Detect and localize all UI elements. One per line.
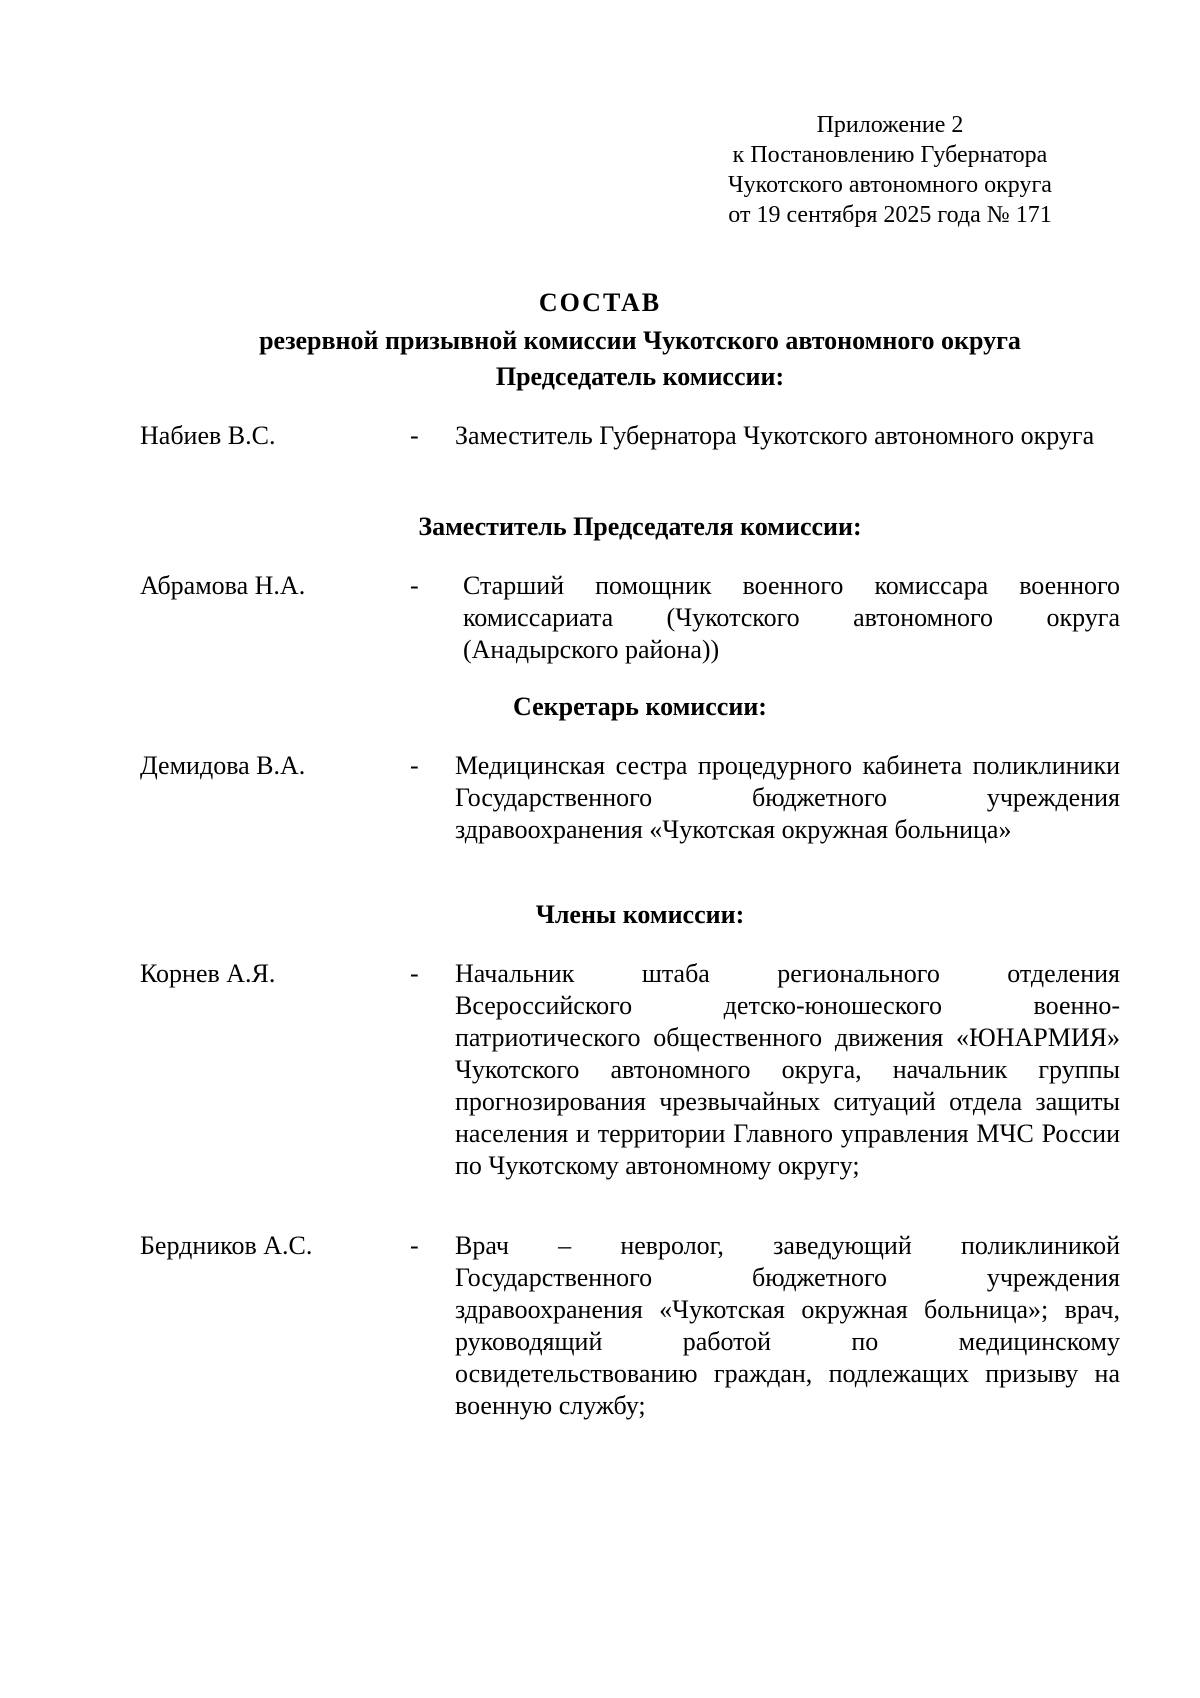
document-title: СОСТАВ <box>538 288 662 317</box>
member-dash: - <box>410 421 419 450</box>
member-position: Старший помощник военного комиссара военного комиссариата (Чукотского автономного округа (Анадырского района)) <box>463 571 1120 664</box>
member-dash: - <box>410 1231 419 1260</box>
member-position: Заместитель Губернатора Чукотского автономного округа <box>455 421 1095 450</box>
annex-block <box>700 110 1080 230</box>
member-position: Начальник штаба регионального отделения Всероссийского детско-юношеского военно-патриотического общественного движения «ЮНАРМИЯ» Чукотского автономного округа, начальник группы прогнозирования чрезвычайных ситуаций отдела защиты населения и территории Главного управления МЧС России по Чукотскому автономному округу; <box>455 959 1120 1180</box>
section-heading-deputy: Заместитель Председателя комиссии: <box>418 512 862 541</box>
document-subtitle: резервной призывной комиссии Чукотского автономного округа <box>259 326 1021 355</box>
member-position: Врач – невролог, заведующий поликлиникой Государственного бюджетного учреждения здравоохранения «Чукотская окружная больница»; врач, руководящий работой по медицинскому освидетельствованию граждан, подлежащих призыву на военную службу; <box>455 1231 1120 1420</box>
annex-line: от 19 сентября 2025 года № 171 <box>728 202 1052 228</box>
member-dash: - <box>410 571 419 600</box>
member-name: Абрамова Н.А. <box>140 571 306 600</box>
member-name: Бердников А.С. <box>140 1231 313 1260</box>
annex-line: к Постановлению Губернатора <box>732 142 1048 168</box>
section-heading-chairman: Председатель комиссии: <box>495 362 785 391</box>
member-name: Демидова В.А. <box>140 751 306 780</box>
member-name: Набиев В.С. <box>140 421 276 450</box>
member-dash: - <box>410 959 419 988</box>
member-position: Медицинская сестра процедурного кабинета поликлиники Государственного бюджетного учреждения здравоохранения «Чукотская окружная больница» <box>455 751 1120 844</box>
annex-line: Приложение 2 <box>816 112 964 138</box>
member-name: Корнев А.Я. <box>140 959 276 988</box>
section-heading-secretary: Секретарь комиссии: <box>513 692 767 721</box>
member-dash: - <box>410 751 419 780</box>
annex-line: Чукотского автономного округа <box>728 172 1052 198</box>
section-heading-members: Члены комиссии: <box>535 900 745 929</box>
